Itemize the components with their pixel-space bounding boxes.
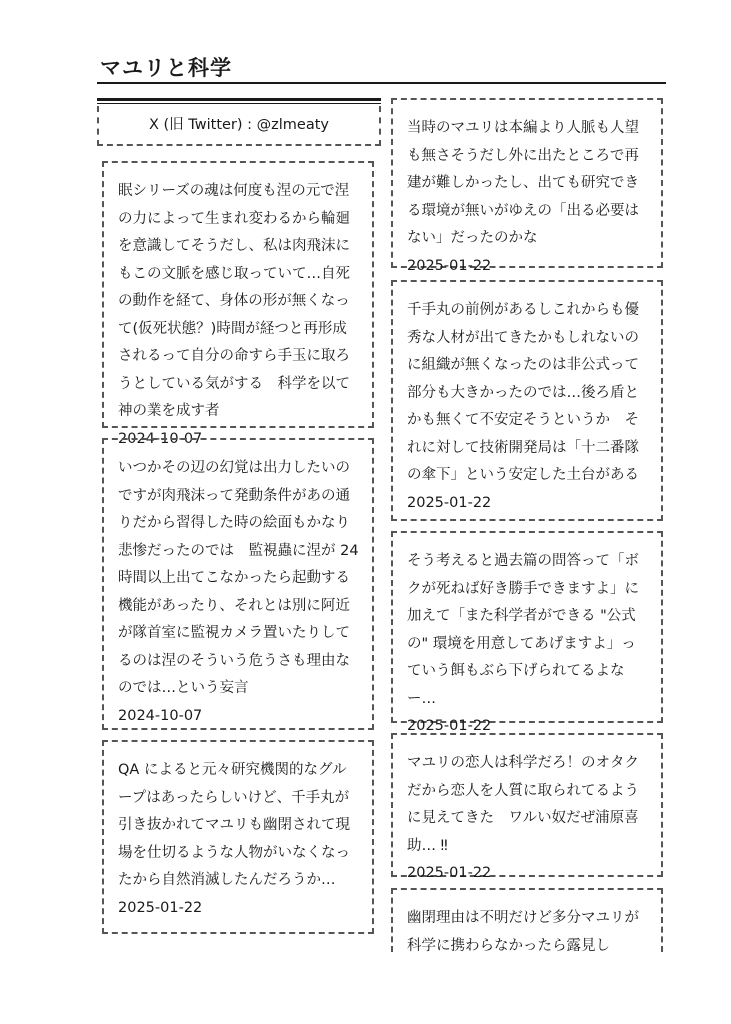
tweet-text: QA によると元々研究機関的なグループはあったらしいけど、千手丸が引き抜かれてマユリも幽閉されて現場を仕切るような人物がいなくなったから自然消滅したんだろうか…	[118, 762, 350, 888]
double-rule-divider	[97, 98, 381, 104]
title-underline	[97, 82, 666, 84]
account-handle: X (旧 Twitter) : @zlmeaty	[97, 106, 381, 146]
tweet-card	[102, 740, 374, 934]
tweet-date: 2024-10-07	[118, 707, 203, 724]
tweet-text: そう考えると過去篇の問答って「ボクが死ねば好き勝手できますよ」に加えて「また科学者ができる "公式の" 環境を用意してあげますよ」っていう餌もぶら下げられてるよなー…	[407, 553, 639, 707]
tweet-date: 2025-01-22	[407, 257, 492, 274]
tweet-card	[102, 438, 374, 730]
left-column	[97, 98, 381, 916]
tweet-card	[102, 161, 374, 447]
tweet-card	[391, 531, 663, 734]
tweet-text: 幽閉理由は不明だけど多分マユリが科学に携わらなかったら露見し	[407, 910, 639, 954]
tweet-card	[391, 733, 663, 881]
tweet-text: 千手丸の前例があるしこれからも優秀な人材が出てきたかもしれないのに組織が無くなったのは非公式って部分も大きかったのでは…後ろ盾とかも無くて不安定そうというか それに対して技術開発局は「十二番隊の傘下」という安定した土台がある	[407, 302, 639, 483]
tweet-date: 2025-01-22	[407, 718, 492, 734]
tweet-date: 2025-01-22	[407, 494, 492, 511]
tweet-text: 眠シリーズの魂は何度も涅の元で涅の力によって生まれ変わるから輪廻を意識してそうだし、私は肉飛沫にもこの文脈を感じ取っていて…自死の動作を経て、身体の形が無くなって(仮死状態？)時間が経つと再形成されるって自分の命すら手玉に取ろうとしている気がする 科学を以て神の業を成す者	[118, 183, 350, 419]
tweet-card	[391, 888, 663, 952]
tweet-date: 2024-10-07	[118, 430, 203, 447]
tweet-text: マユリの恋人は科学だろ！のオタクだから恋人を人質に取られてるように見えてきた ワルい奴だぜ浦原喜助… ‼	[407, 755, 639, 854]
tweet-text: いつかその辺の幻覚は出力したいのですが肉飛沫って発動条件があの通りだから習得した時の絵面もかなり悲惨だったのでは 監視蟲に涅が 24 時間以上出てこなかったら起動する機能があったり、それとは別に阿近が隊首室に監視カメラ置いたりしてるのは涅のそういう危うさも理由なのでは…という妄言	[118, 460, 364, 696]
tweet-card	[391, 98, 663, 274]
tweet-date: 2025-01-22	[407, 865, 492, 881]
tweet-text: 当時のマユリは本編より人脈も人望も無さそうだし外に出たところで再建が難しかったし、出ても研究できる環境が無いがゆえの「出る必要はない」だったのかな	[407, 120, 639, 246]
page-title: マユリと科学	[100, 56, 232, 80]
tweet-card	[391, 280, 663, 521]
tweet-date: 2025-01-22	[118, 899, 203, 916]
